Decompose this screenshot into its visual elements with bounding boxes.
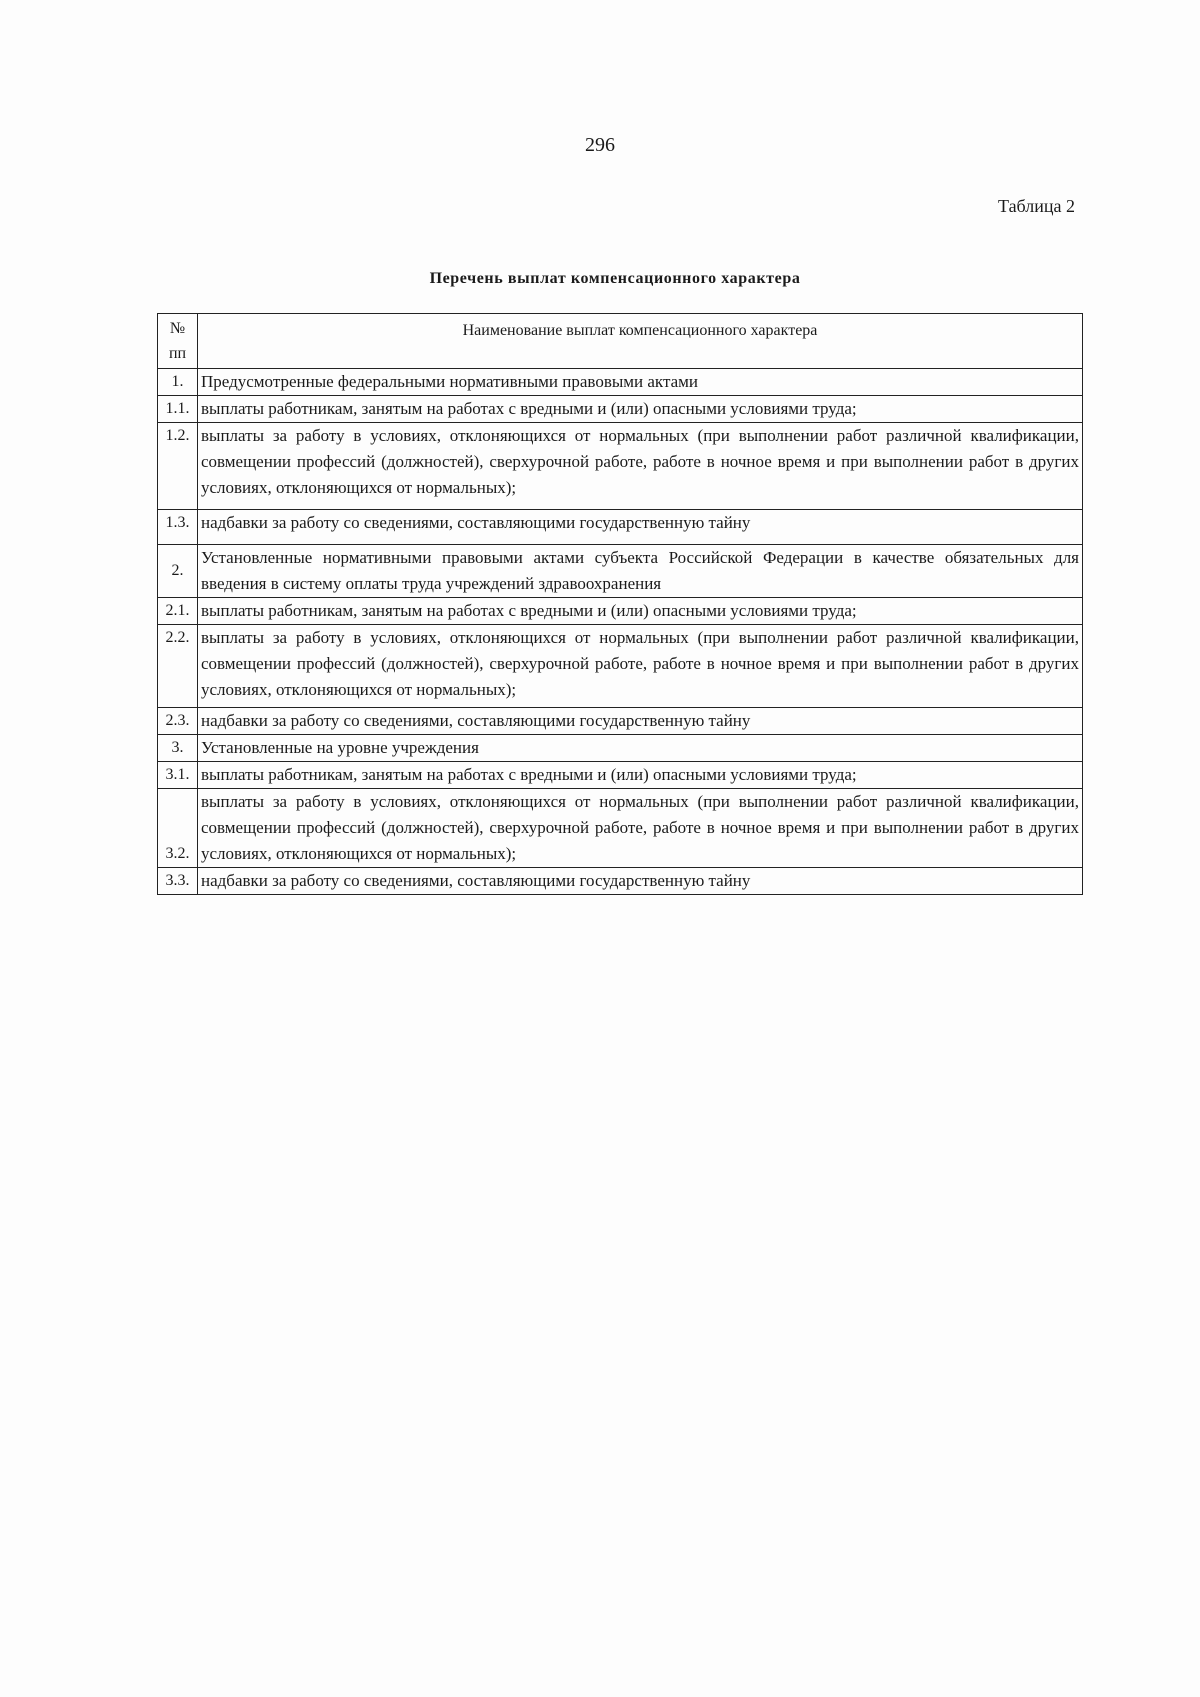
row-number: 2.: [158, 545, 198, 598]
table-row: [158, 510, 1083, 545]
column-header-name: Наименование выплат компенсационного характера: [198, 314, 1083, 369]
table-row: [158, 423, 1083, 510]
row-number: 3.3.: [158, 868, 198, 895]
table-row: [158, 396, 1083, 423]
table-row: [158, 735, 1083, 762]
row-number: 3.: [158, 735, 198, 762]
table-label: Таблица 2: [998, 196, 1075, 216]
row-text: Предусмотренные федеральными нормативными правовыми актами: [198, 369, 1083, 396]
table-row: [158, 369, 1083, 396]
column-header-number: № пп: [158, 314, 198, 369]
payments-table: [157, 313, 1083, 895]
row-text: выплаты работникам, занятым на работах с вредными и (или) опасными условиями труда;: [198, 598, 1083, 625]
row-text: выплаты работникам, занятым на работах с вредными и (или) опасными условиями труда;: [198, 762, 1083, 789]
row-text: надбавки за работу со сведениями, составляющими государственную тайну: [198, 868, 1083, 895]
row-text: Установленные нормативными правовыми актами субъекта Российской Федерации в качестве обязательных для введения в систему оплаты труда учреждений здравоохранения: [198, 545, 1083, 598]
table-row: [158, 625, 1083, 708]
row-text: Установленные на уровне учреждения: [198, 735, 1083, 762]
table-row: [158, 545, 1083, 598]
page-number: 296: [585, 134, 615, 156]
row-number: 1.1.: [158, 396, 198, 423]
row-number: 3.2.: [158, 789, 198, 868]
row-number: 2.1.: [158, 598, 198, 625]
document-title: Перечень выплат компенсационного характера: [429, 270, 801, 287]
table-header-row: [158, 314, 1083, 369]
row-text: выплаты за работу в условиях, отклоняющихся от нормальных (при выполнении работ различной квалификации, совмещении профессий (должностей), сверхурочной работе, работе в ночное время и при выполнении работ в других условиях, отклоняющихся от нормальных);: [198, 789, 1083, 868]
row-number: 2.3.: [158, 708, 198, 735]
row-number: 2.2.: [158, 625, 198, 708]
row-number: 3.1.: [158, 762, 198, 789]
row-text: выплаты за работу в условиях, отклоняющихся от нормальных (при выполнении работ различной квалификации, совмещении профессий (должностей), сверхурочной работе, работе в ночное время и при выполнении работ в других условиях, отклоняющихся от нормальных);: [198, 423, 1083, 510]
table-row: [158, 868, 1083, 895]
table-row: [158, 789, 1083, 868]
row-text: выплаты работникам, занятым на работах с вредными и (или) опасными условиями труда;: [198, 396, 1083, 423]
row-text: надбавки за работу со сведениями, составляющими государственную тайну: [198, 510, 1083, 545]
row-text: выплаты за работу в условиях, отклоняющихся от нормальных (при выполнении работ различной квалификации, совмещении профессий (должностей), сверхурочной работе, работе в ночное время и при выполнении работ в других условиях, отклоняющихся от нормальных);: [198, 625, 1083, 708]
row-number: 1.2.: [158, 423, 198, 510]
row-number: 1.3.: [158, 510, 198, 545]
table-row: [158, 762, 1083, 789]
table-row: [158, 598, 1083, 625]
row-number: 1.: [158, 369, 198, 396]
row-text: надбавки за работу со сведениями, составляющими государственную тайну: [198, 708, 1083, 735]
table-row: [158, 708, 1083, 735]
